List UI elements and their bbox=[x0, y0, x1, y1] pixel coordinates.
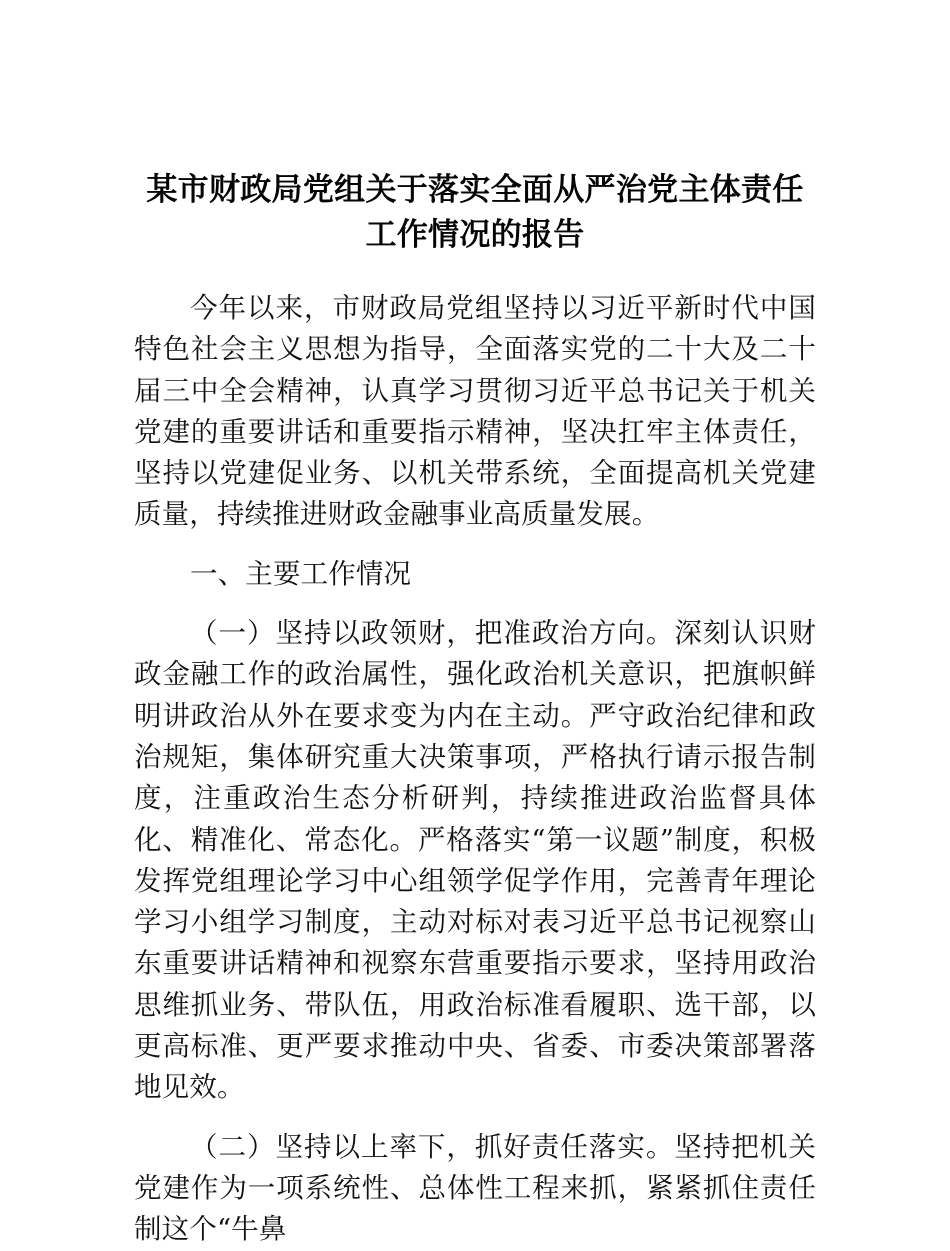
paragraph-subsection-1-1: （一）坚持以政领财，把准政治方向。深刻认识财政金融工作的政治属性，强化政治机关意识，把旗帜鲜明讲政治从外在要求变为内在主动。严守政治纪律和政治规矩，集体研究重大决策事项，严格执行请示报告制度，注重政治生态分析研判，持续推进政治监督具体化、精准化、常态化。严格落实“第一议题”制度，积极发挥党组理论学习中心组领学促学作用，完善青年理论学习小组学习制度，主动对标对表习近平总书记视察山东重要讲话精神和视察东营重要指示要求，坚持用政治思维抓业务、带队伍，用政治标准看履职、选干部，以更高标准、更严要求推动中央、省委、市委决策部署落地见效。 bbox=[134, 617, 816, 1104]
paragraph-subsection-1-2: （二）坚持以上率下，抓好责任落实。坚持把机关党建作为一项系统性、总体性工程来抓，紧紧抓住责任制这个“牛鼻 bbox=[134, 1130, 816, 1246]
paragraph-opening: 今年以来，市财政局党组坚持以习近平新时代中国特色社会主义思想为指导，全面落实党的二十大及二十届三中全会精神，认真学习贯彻习近平总书记关于机关党建的重要讲话和重要指示精神，坚决扛牢主体责任，坚持以党建促业务、以机关带系统，全面提高机关党建质量，持续推进财政金融事业高质量发展。 bbox=[134, 292, 816, 531]
page-title: 某市财政局党组关于落实全面从严治党主体责任工作情况的报告 bbox=[146, 172, 804, 252]
document-body bbox=[134, 0, 816, 1251]
section-heading-1: 一、主要工作情况 bbox=[190, 557, 412, 590]
